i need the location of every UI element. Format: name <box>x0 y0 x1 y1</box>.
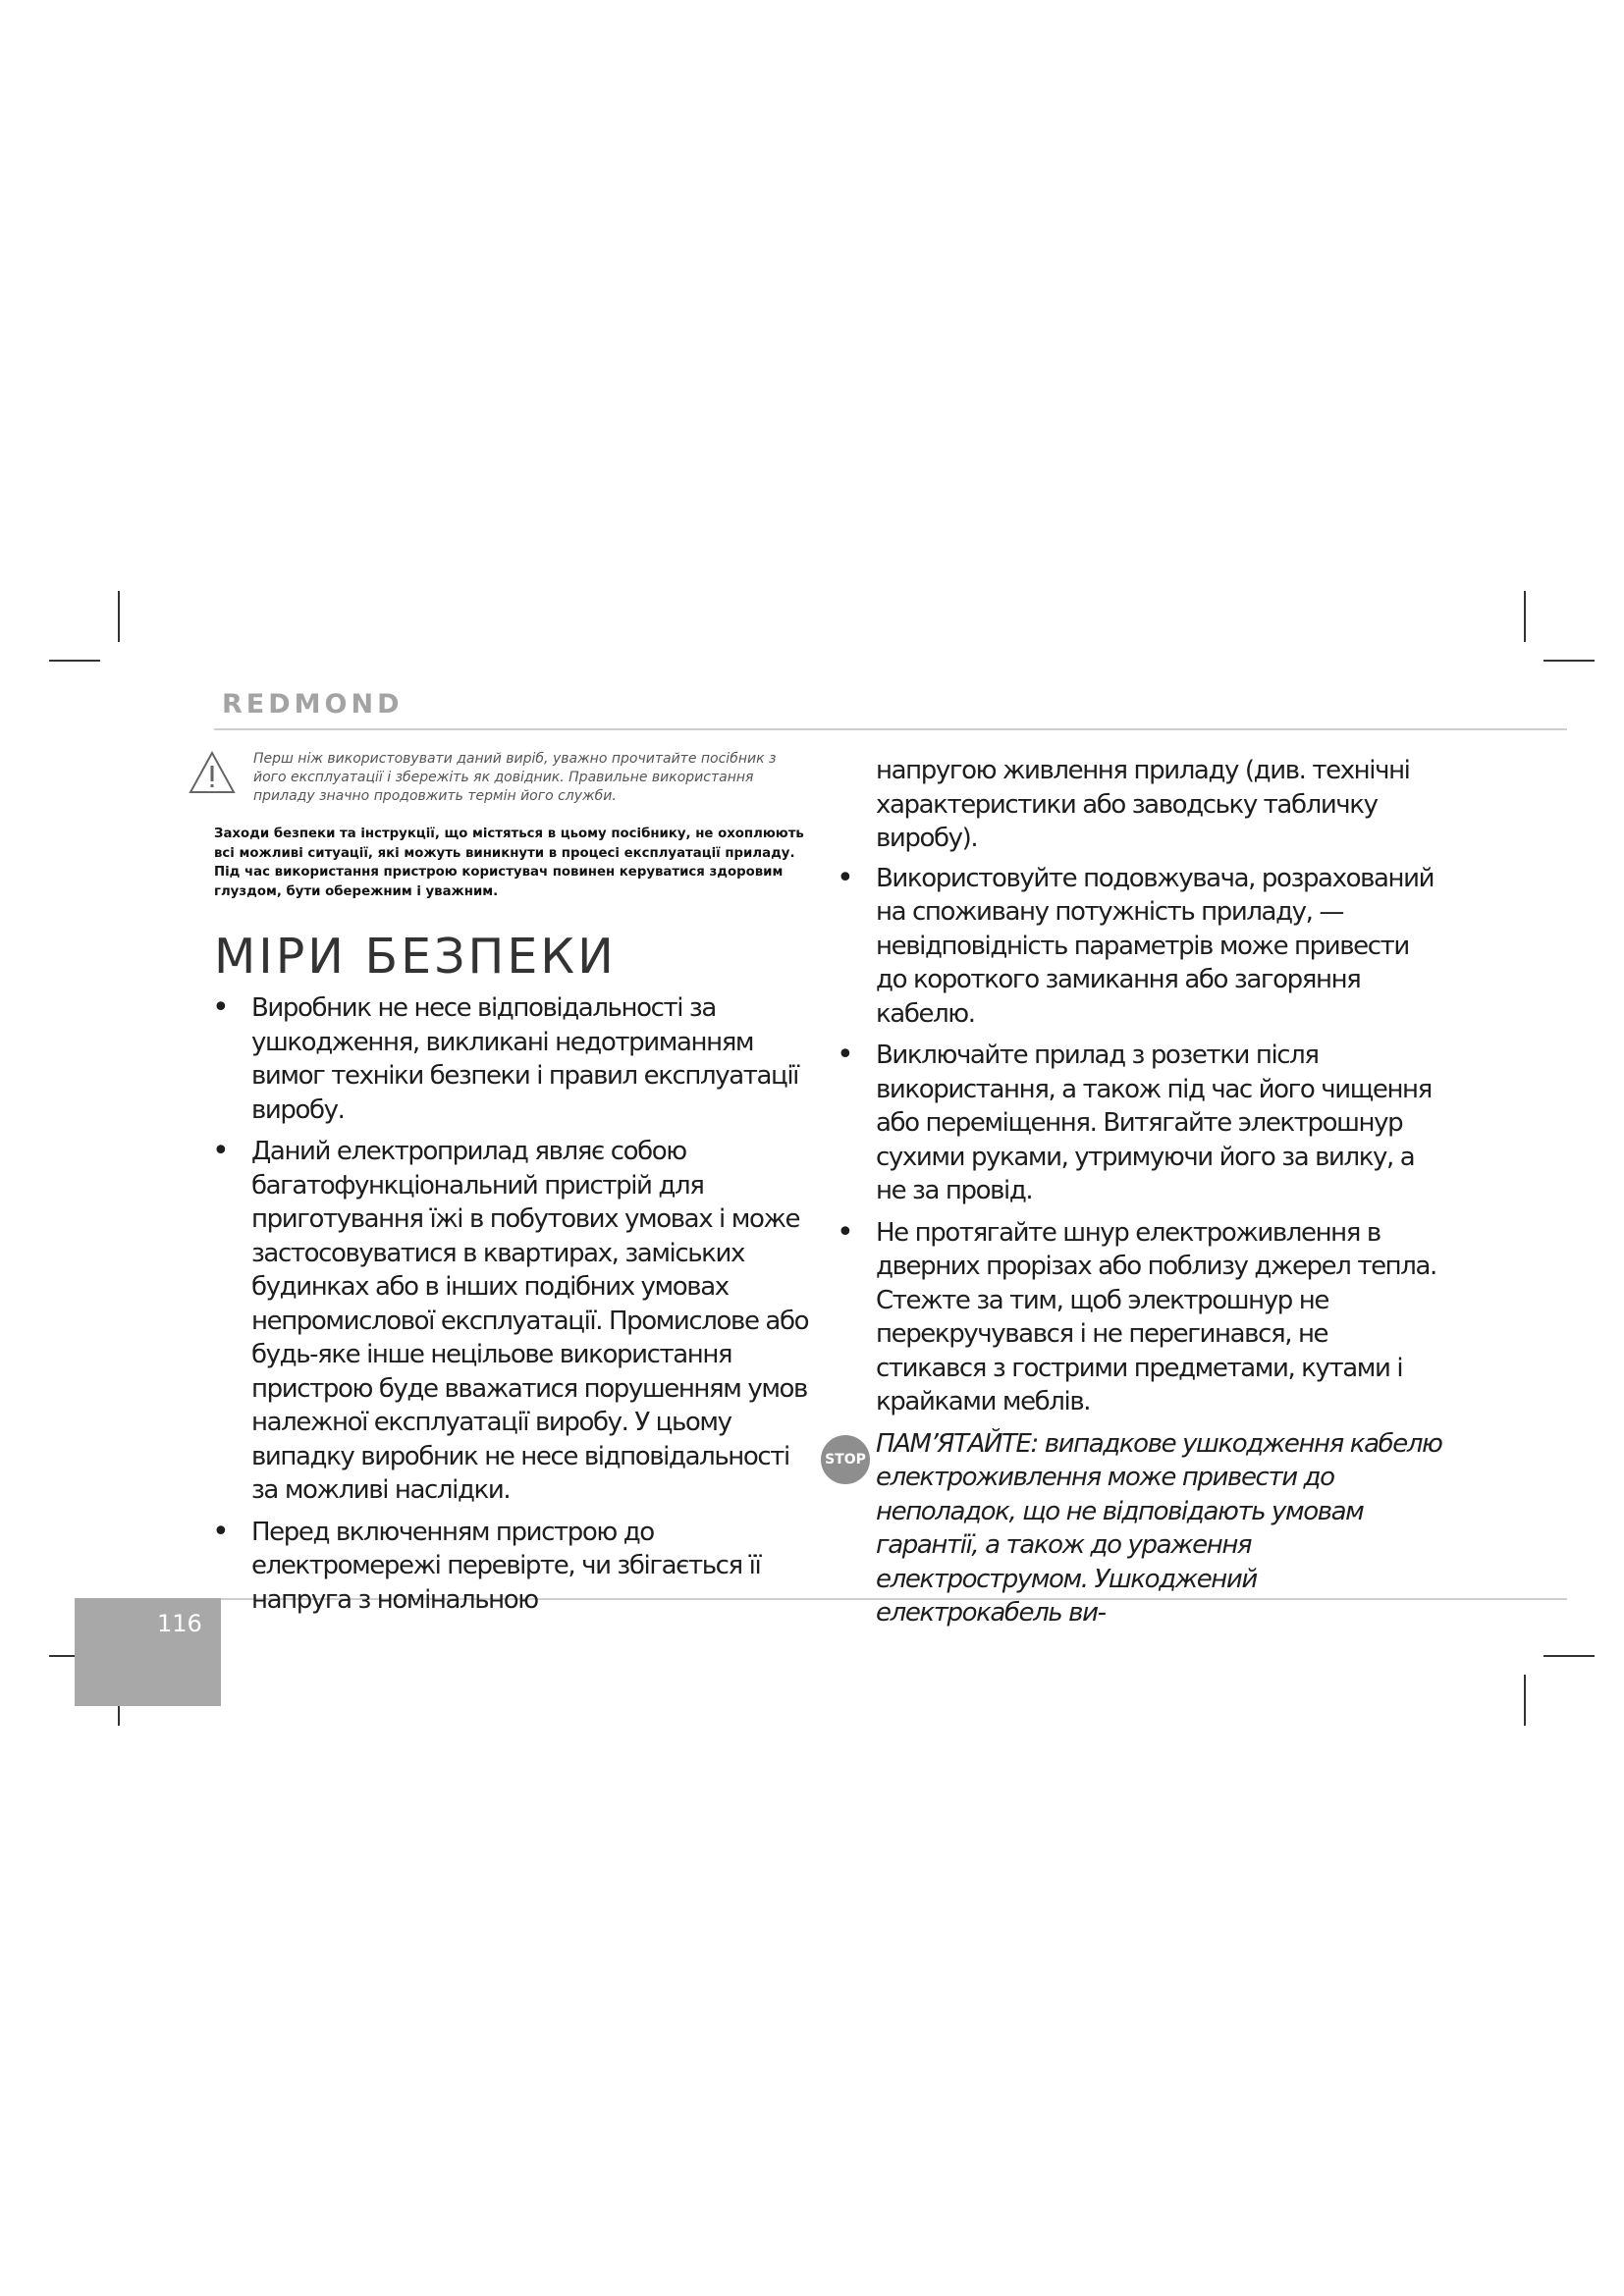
list-item: • Виробник не несе відповідальності за ушкодження, викликані недотриманням вимог техніки безпеки і правил експлуатації виробу. <box>212 991 821 1127</box>
left-column <box>212 991 821 1625</box>
list-item: • Перед включенням пристрою до електромережі перевірте, чи збігається її напруга з номінальною <box>212 1516 821 1618</box>
safety-notice: Заходи безпеки та інструкції, що містяться в цьому посібнику, не охоплюють всі можливі ситуації, які можуть виникнути в процесі експлуатації приладу. Під час використання пристрою користувач повинен керуватися здоровим глуздом, бути обережним і уважним. <box>214 827 804 899</box>
right-column <box>825 754 1443 1630</box>
header-rule <box>214 728 1567 730</box>
intro-text: Перш ніж використовувати даний виріб, уважно прочитайте посібник з його експлуатації і збережіть як довідник. Правильне використання приладу значно продовжить термін його служби. <box>253 751 777 804</box>
crop-mark <box>118 591 120 642</box>
crop-mark <box>1524 1675 1526 1726</box>
crop-mark <box>1524 591 1526 642</box>
brand-logo: REDMOND <box>222 689 404 720</box>
list-item: • Не протягайте шнур електроживлення в дверних прорізах або поблизу джерел тепла. Стежте за тим, щоб электрошнур не перекручувався і не перегинався, не стикався з гострими предметами, кутами і крайками меблів. <box>837 1216 1443 1419</box>
crop-mark <box>1543 660 1595 662</box>
warning-icon <box>188 750 237 795</box>
list-item: • Виключайте прилад з розетки після використання, а також під час його чищення або переміщення. Витягайте электрошнур сухими руками, утримуючи його за вилку, а не за провід. <box>837 1039 1443 1208</box>
stop-warning-text: ПАМ’ЯТАЙТЕ: випадкове ушкодження кабелю електроживлення може привести до неполадок, що не відповідають умовам гарантії, а також до ураження електрострумом. Ушкоджений електрокабель ви- <box>876 1428 1442 1628</box>
list-item: • Даний електроприлад являє собою багатофункціональний пристрій для приготування їжі в побутових умовах і може застосовуватися в квартирах, заміських будинках або в інших подібних умовах непромислової експлуатації. Промислове або будь-яке інше нецільове використання пристрою буде вважатися порушенням умов належної експлуатації виробу. У цьому випадку виробник не несе відповідальності за можливі наслідки. <box>212 1135 821 1508</box>
stop-icon: STOP <box>821 1435 870 1484</box>
crop-mark <box>1543 1655 1595 1657</box>
safety-list <box>837 862 1443 1419</box>
section-title: МІРИ БЕЗПЕКИ <box>214 929 617 985</box>
list-item: • Використовуйте подовжувача, розрахований на споживану потужність приладу, — невідповідність параметрів може привести до короткого замикання або загоряння кабелю. <box>837 862 1443 1032</box>
crop-mark <box>49 660 100 662</box>
safety-list <box>212 991 821 1617</box>
page-number: 116 <box>157 1610 202 1637</box>
continued-text: напругою живлення приладу (див. технічні характеристики або заводську табличку виробу). <box>876 756 1410 853</box>
stop-warning <box>825 1427 1443 1630</box>
